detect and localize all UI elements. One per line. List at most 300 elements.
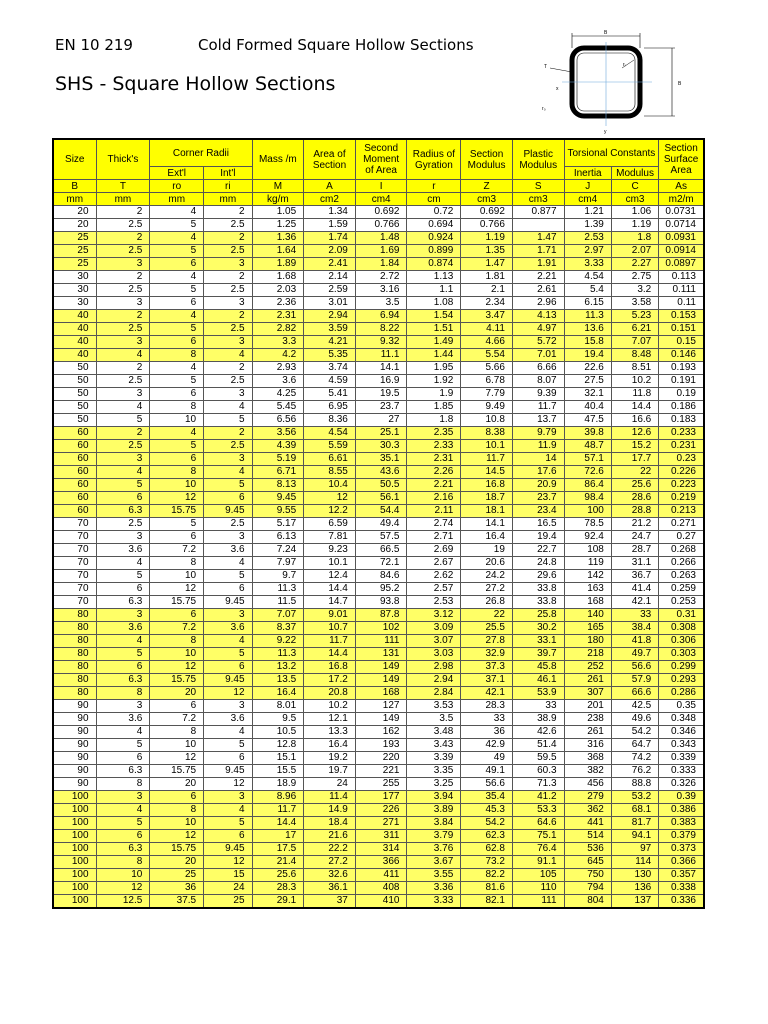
ro-label: r₀ xyxy=(542,106,546,112)
table-cell: 0.346 xyxy=(659,726,704,739)
table-cell: 22 xyxy=(611,466,658,479)
table-cell: 3 xyxy=(204,609,252,622)
col-torsional: Torsional Constants xyxy=(564,139,659,167)
table-cell: 25 xyxy=(53,245,96,258)
table-cell: 64.6 xyxy=(512,817,564,830)
table-cell: 13.7 xyxy=(512,414,564,427)
table-cell: 3 xyxy=(204,791,252,804)
table-cell: 2.5 xyxy=(204,284,252,297)
table-cell: 14.1 xyxy=(461,518,513,531)
table-cell: 111 xyxy=(355,635,407,648)
table-cell: 12.2 xyxy=(304,505,356,518)
table-cell: 1.49 xyxy=(407,336,461,349)
table-cell: 6.66 xyxy=(512,362,564,375)
symbol-cell: Z xyxy=(461,180,513,193)
table-cell: 5.35 xyxy=(304,349,356,362)
table-cell: 2.53 xyxy=(564,232,611,245)
table-cell: 1.95 xyxy=(407,362,461,375)
table-cell: 27.5 xyxy=(564,375,611,388)
table-cell: 2.36 xyxy=(252,297,304,310)
table-row xyxy=(53,882,704,895)
table-cell: 17.2 xyxy=(304,674,356,687)
table-cell: 362 xyxy=(564,804,611,817)
col-corner-radii: Corner Radii xyxy=(150,139,252,167)
table-cell: 60 xyxy=(53,440,96,453)
table-cell: 2.27 xyxy=(611,258,658,271)
table-cell: 4.59 xyxy=(304,375,356,388)
table-cell: 6.3 xyxy=(96,505,150,518)
table-cell: 2.69 xyxy=(407,544,461,557)
table-cell: 66.5 xyxy=(355,544,407,557)
table-cell: 140 xyxy=(564,609,611,622)
table-cell: 142 xyxy=(564,570,611,583)
table-cell: 8.37 xyxy=(252,622,304,635)
header-row-names xyxy=(53,139,704,167)
table-cell: 4 xyxy=(204,401,252,414)
table-cell: 24.7 xyxy=(611,531,658,544)
table-cell: 95.2 xyxy=(355,583,407,596)
table-cell: 14.7 xyxy=(304,596,356,609)
table-cell: 804 xyxy=(564,895,611,909)
table-cell: 70 xyxy=(53,557,96,570)
table-row xyxy=(53,479,704,492)
table-cell: 36.7 xyxy=(611,570,658,583)
table-cell: 100 xyxy=(564,505,611,518)
table-cell: 62.8 xyxy=(461,843,513,856)
table-cell: 0.0714 xyxy=(659,219,704,232)
table-cell: 12 xyxy=(150,830,204,843)
col-surface-area: Section Surface Area xyxy=(659,139,704,180)
table-row xyxy=(53,674,704,687)
table-cell: 2.1 xyxy=(461,284,513,297)
table-cell: 163 xyxy=(564,583,611,596)
table-row xyxy=(53,297,704,310)
table-cell: 2 xyxy=(204,362,252,375)
table-cell: 1.21 xyxy=(564,206,611,219)
table-cell: 27.2 xyxy=(304,856,356,869)
table-cell: 6 xyxy=(150,258,204,271)
table-cell: 50 xyxy=(53,414,96,427)
table-cell: 9.7 xyxy=(252,570,304,583)
table-cell: 12 xyxy=(96,882,150,895)
table-cell: 1.35 xyxy=(461,245,513,258)
table-cell: 45.8 xyxy=(512,661,564,674)
table-cell: 37.3 xyxy=(461,661,513,674)
y-axis-label: y xyxy=(604,129,607,135)
table-cell: 13.5 xyxy=(252,674,304,687)
table-cell: 149 xyxy=(355,661,407,674)
table-cell: 100 xyxy=(53,817,96,830)
table-cell: 24 xyxy=(204,882,252,895)
table-cell: 1.59 xyxy=(304,219,356,232)
table-cell: 5.72 xyxy=(512,336,564,349)
table-cell: 54.4 xyxy=(355,505,407,518)
table-cell: 9.23 xyxy=(304,544,356,557)
table-cell: 2 xyxy=(204,271,252,284)
table-cell: 5 xyxy=(150,440,204,453)
table-row xyxy=(53,349,704,362)
table-cell: 49 xyxy=(461,752,513,765)
table-cell: 49.4 xyxy=(355,518,407,531)
table-cell: 1.74 xyxy=(304,232,356,245)
table-cell: 2 xyxy=(96,362,150,375)
table-cell: 31.1 xyxy=(611,557,658,570)
table-cell: 48.7 xyxy=(564,440,611,453)
table-cell: 410 xyxy=(355,895,407,909)
table-cell: 0.15 xyxy=(659,336,704,349)
table-row xyxy=(53,869,704,882)
table-cell: 0.183 xyxy=(659,414,704,427)
table-cell: 0.694 xyxy=(407,219,461,232)
symbol-cell: B xyxy=(53,180,96,193)
table-cell: 15.2 xyxy=(611,440,658,453)
table-cell: 165 xyxy=(564,622,611,635)
table-cell: 0.339 xyxy=(659,752,704,765)
table-cell: 10.8 xyxy=(461,414,513,427)
table-cell: 18.4 xyxy=(304,817,356,830)
table-cell: 19.7 xyxy=(304,765,356,778)
table-cell: 25.5 xyxy=(461,622,513,635)
table-cell: 114 xyxy=(611,856,658,869)
table-cell: 0.219 xyxy=(659,492,704,505)
table-cell: 17 xyxy=(252,830,304,843)
table-cell: 56.6 xyxy=(461,778,513,791)
table-cell: 3.5 xyxy=(407,713,461,726)
table-cell: 11.9 xyxy=(512,440,564,453)
table-cell: 3 xyxy=(204,700,252,713)
table-cell: 50 xyxy=(53,401,96,414)
table-cell: 36 xyxy=(461,726,513,739)
table-cell: 221 xyxy=(355,765,407,778)
table-cell: 4 xyxy=(150,427,204,440)
table-cell: 2.31 xyxy=(407,453,461,466)
table-cell: 2.5 xyxy=(96,323,150,336)
table-cell: 162 xyxy=(355,726,407,739)
table-cell: 6.13 xyxy=(252,531,304,544)
table-cell: 10 xyxy=(150,479,204,492)
table-cell: 4 xyxy=(96,349,150,362)
table-cell: 0.692 xyxy=(461,206,513,219)
symbol-cell: T xyxy=(96,180,150,193)
table-cell: 60 xyxy=(53,453,96,466)
table-cell: 750 xyxy=(564,869,611,882)
table-cell: 80 xyxy=(53,661,96,674)
table-cell: 2.61 xyxy=(512,284,564,297)
table-row xyxy=(53,661,704,674)
table-cell: 23.7 xyxy=(355,401,407,414)
table-cell: 3.56 xyxy=(252,427,304,440)
table-cell: 9.45 xyxy=(204,596,252,609)
table-cell: 11.7 xyxy=(304,635,356,648)
table-cell: 226 xyxy=(355,804,407,817)
table-cell: 28.8 xyxy=(611,505,658,518)
table-cell: 92.4 xyxy=(564,531,611,544)
symbol-cell: C xyxy=(611,180,658,193)
symbol-cell: M xyxy=(252,180,304,193)
table-cell: 93.8 xyxy=(355,596,407,609)
table-cell: 27.8 xyxy=(461,635,513,648)
table-cell: 50 xyxy=(53,375,96,388)
table-cell: 2.84 xyxy=(407,687,461,700)
table-cell: 6 xyxy=(96,583,150,596)
table-cell: 3.03 xyxy=(407,648,461,661)
table-cell: 100 xyxy=(53,869,96,882)
table-cell: 3 xyxy=(204,258,252,271)
table-cell: 3.12 xyxy=(407,609,461,622)
table-cell: 0.373 xyxy=(659,843,704,856)
unit-cell: cm3 xyxy=(461,193,513,206)
table-row xyxy=(53,687,704,700)
table-cell: 0.299 xyxy=(659,661,704,674)
table-row xyxy=(53,492,704,505)
table-cell: 4 xyxy=(150,271,204,284)
table-cell: 11.5 xyxy=(252,596,304,609)
table-cell: 4 xyxy=(96,557,150,570)
table-cell: 12 xyxy=(204,778,252,791)
table-cell: 4.54 xyxy=(304,427,356,440)
table-cell: 177 xyxy=(355,791,407,804)
table-cell: 149 xyxy=(355,713,407,726)
table-cell: 4 xyxy=(96,726,150,739)
table-cell: 5.19 xyxy=(252,453,304,466)
table-cell: 0.226 xyxy=(659,466,704,479)
table-cell: 0.153 xyxy=(659,310,704,323)
table-cell: 12 xyxy=(150,583,204,596)
table-cell: 110 xyxy=(512,882,564,895)
table-cell xyxy=(512,219,564,232)
table-cell: 35.4 xyxy=(461,791,513,804)
table-row xyxy=(53,635,704,648)
table-cell: 6 xyxy=(96,830,150,843)
table-cell: 0.213 xyxy=(659,505,704,518)
table-cell: 0.333 xyxy=(659,765,704,778)
table-cell: 22.7 xyxy=(512,544,564,557)
table-cell: 10.2 xyxy=(304,700,356,713)
table-cell: 16.9 xyxy=(355,375,407,388)
table-cell: 368 xyxy=(564,752,611,765)
table-cell: 149 xyxy=(355,674,407,687)
table-cell: 53.9 xyxy=(512,687,564,700)
ri-label: rᵢ xyxy=(623,62,626,68)
table-cell: 2.5 xyxy=(96,440,150,453)
table-row xyxy=(53,713,704,726)
table-cell: 25.6 xyxy=(252,869,304,882)
table-cell: 49.6 xyxy=(611,713,658,726)
table-cell: 57.1 xyxy=(564,453,611,466)
table-row xyxy=(53,648,704,661)
symbol-cell: As xyxy=(659,180,704,193)
table-cell: 14 xyxy=(512,453,564,466)
table-cell: 2.34 xyxy=(461,297,513,310)
symbol-cell: I xyxy=(355,180,407,193)
table-cell: 6.61 xyxy=(304,453,356,466)
table-cell: 514 xyxy=(564,830,611,843)
table-cell: 18.7 xyxy=(461,492,513,505)
table-cell: 3 xyxy=(96,609,150,622)
table-cell: 3.16 xyxy=(355,284,407,297)
table-cell: 16.4 xyxy=(304,739,356,752)
table-cell: 13.3 xyxy=(304,726,356,739)
table-cell: 15.75 xyxy=(150,765,204,778)
table-cell: 0.11 xyxy=(659,297,704,310)
table-cell: 80 xyxy=(53,687,96,700)
table-cell: 2.74 xyxy=(407,518,461,531)
table-cell: 81.6 xyxy=(461,882,513,895)
table-cell: 4.2 xyxy=(252,349,304,362)
table-cell: 5 xyxy=(204,817,252,830)
table-cell: 5.17 xyxy=(252,518,304,531)
table-cell: 2.94 xyxy=(407,674,461,687)
table-cell: 5 xyxy=(204,648,252,661)
table-cell: 137 xyxy=(611,895,658,909)
table-cell: 6 xyxy=(150,336,204,349)
table-cell: 8 xyxy=(150,804,204,817)
table-cell: 252 xyxy=(564,661,611,674)
table-cell: 42.1 xyxy=(611,596,658,609)
table-cell: 42.1 xyxy=(461,687,513,700)
table-cell: 2.59 xyxy=(304,284,356,297)
table-cell: 8 xyxy=(150,401,204,414)
table-cell: 3.2 xyxy=(611,284,658,297)
table-cell: 1.84 xyxy=(355,258,407,271)
table-cell: 4.13 xyxy=(512,310,564,323)
table-cell: 8.38 xyxy=(461,427,513,440)
table-cell: 5 xyxy=(150,219,204,232)
table-cell: 1.69 xyxy=(355,245,407,258)
table-cell: 8.96 xyxy=(252,791,304,804)
table-cell: 9.32 xyxy=(355,336,407,349)
table-cell: 10 xyxy=(150,648,204,661)
table-cell: 56.1 xyxy=(355,492,407,505)
table-cell: 2.57 xyxy=(407,583,461,596)
table-cell: 38.9 xyxy=(512,713,564,726)
table-cell: 0.924 xyxy=(407,232,461,245)
table-cell: 12.8 xyxy=(252,739,304,752)
table-cell: 0.191 xyxy=(659,375,704,388)
table-cell: 36 xyxy=(150,882,204,895)
table-cell: 2.21 xyxy=(407,479,461,492)
table-row xyxy=(53,388,704,401)
table-row xyxy=(53,232,704,245)
table-cell: 12 xyxy=(150,661,204,674)
table-cell: 2.33 xyxy=(407,440,461,453)
table-cell: 4.97 xyxy=(512,323,564,336)
table-cell: 261 xyxy=(564,674,611,687)
table-cell: 3.74 xyxy=(304,362,356,375)
table-cell: 108 xyxy=(564,544,611,557)
table-cell: 90 xyxy=(53,752,96,765)
table-cell: 6 xyxy=(204,830,252,843)
table-cell: 3.07 xyxy=(407,635,461,648)
table-cell: 7.01 xyxy=(512,349,564,362)
table-cell: 6.59 xyxy=(304,518,356,531)
table-cell: 6 xyxy=(150,453,204,466)
table-cell: 0.338 xyxy=(659,882,704,895)
table-row xyxy=(53,414,704,427)
table-cell: 45.3 xyxy=(461,804,513,817)
table-row xyxy=(53,401,704,414)
table-row xyxy=(53,258,704,271)
unit-cell: cm3 xyxy=(611,193,658,206)
table-cell: 60 xyxy=(53,479,96,492)
table-cell: 12 xyxy=(150,752,204,765)
table-cell: 12 xyxy=(304,492,356,505)
table-cell: 6 xyxy=(150,700,204,713)
table-cell: 2.96 xyxy=(512,297,564,310)
table-cell: 1.9 xyxy=(407,388,461,401)
table-cell: 62.3 xyxy=(461,830,513,843)
table-cell: 3.47 xyxy=(461,310,513,323)
table-cell: 271 xyxy=(355,817,407,830)
table-cell: 40 xyxy=(53,310,96,323)
table-cell: 111 xyxy=(512,895,564,909)
unit-cell: kg/m xyxy=(252,193,304,206)
table-cell: 33.8 xyxy=(512,596,564,609)
table-cell: 4 xyxy=(150,206,204,219)
table-cell: 1.85 xyxy=(407,401,461,414)
table-cell: 8 xyxy=(96,856,150,869)
table-cell: 0.348 xyxy=(659,713,704,726)
table-cell: 12.1 xyxy=(304,713,356,726)
table-cell: 19 xyxy=(461,544,513,557)
table-cell: 5.23 xyxy=(611,310,658,323)
table-cell: 80 xyxy=(53,609,96,622)
table-row xyxy=(53,336,704,349)
table-row xyxy=(53,557,704,570)
table-cell: 64.7 xyxy=(611,739,658,752)
table-cell: 1.64 xyxy=(252,245,304,258)
table-cell: 20 xyxy=(53,219,96,232)
table-cell: 30.3 xyxy=(355,440,407,453)
table-cell: 12 xyxy=(204,856,252,869)
table-cell: 6 xyxy=(150,791,204,804)
table-cell: 0.113 xyxy=(659,271,704,284)
table-cell: 25.6 xyxy=(611,479,658,492)
table-row xyxy=(53,765,704,778)
table-cell: 5 xyxy=(150,245,204,258)
table-cell: 2 xyxy=(96,232,150,245)
table-cell: 7.81 xyxy=(304,531,356,544)
table-cell: 11.8 xyxy=(611,388,658,401)
table-cell: 5 xyxy=(96,648,150,661)
table-cell: 8.07 xyxy=(512,375,564,388)
table-cell: 28.7 xyxy=(611,544,658,557)
table-cell: 0.326 xyxy=(659,778,704,791)
table-cell: 8 xyxy=(96,687,150,700)
table-cell: 30.2 xyxy=(512,622,564,635)
header-row-symbols xyxy=(53,180,704,193)
table-cell: 2.07 xyxy=(611,245,658,258)
table-cell: 2.09 xyxy=(304,245,356,258)
table-cell: 3 xyxy=(96,297,150,310)
table-cell: 6.3 xyxy=(96,765,150,778)
section-diagram xyxy=(534,28,684,136)
table-cell: 17.5 xyxy=(252,843,304,856)
table-cell: 3 xyxy=(96,453,150,466)
table-row xyxy=(53,778,704,791)
table-cell: 3.01 xyxy=(304,297,356,310)
table-cell: 2.5 xyxy=(204,219,252,232)
table-cell: 21.4 xyxy=(252,856,304,869)
table-cell: 17.6 xyxy=(512,466,564,479)
table-cell: 97 xyxy=(611,843,658,856)
table-cell: 90 xyxy=(53,713,96,726)
table-cell: 25 xyxy=(53,232,96,245)
table-cell: 279 xyxy=(564,791,611,804)
table-cell: 70 xyxy=(53,583,96,596)
table-cell: 2.93 xyxy=(252,362,304,375)
unit-cell: mm xyxy=(150,193,204,206)
